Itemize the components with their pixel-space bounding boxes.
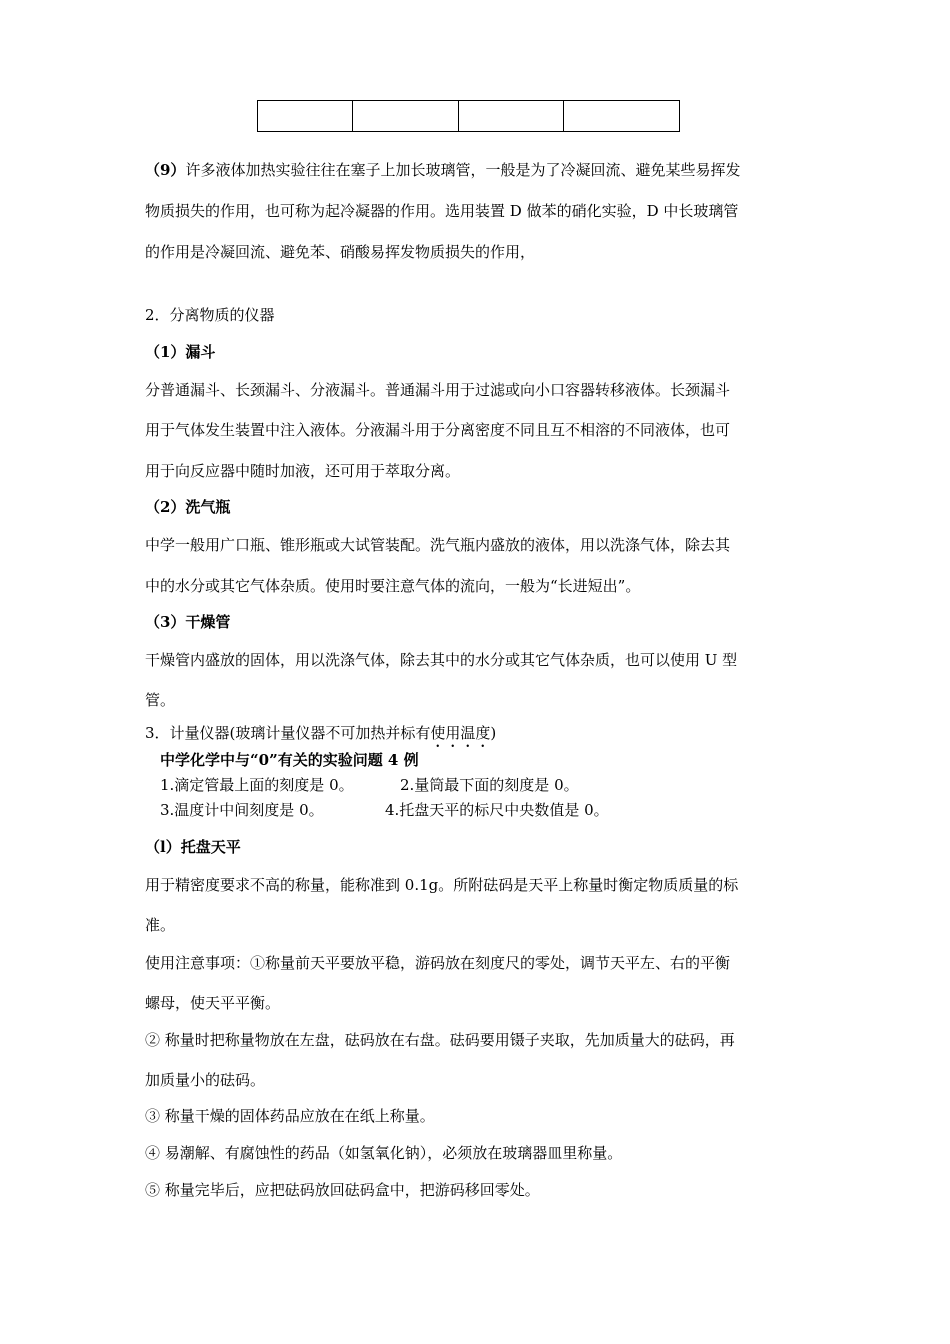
item9-line-3: 的作用是冷凝回流、避免苯、硝酸易挥发物质损失的作用， xyxy=(145,243,536,261)
balance-note-2: ② 称量时把称量物放在左盘，砝码放在右盘。砝码要用镊子夹取，先加质量大的砝码，再 xyxy=(145,1031,735,1049)
dryer-heading: （3）干燥管 xyxy=(145,613,231,631)
zero-item-4: 4.托盘天平的标尺中央数值是 0。 xyxy=(385,801,609,819)
washer-heading: （2）洗气瓶 xyxy=(145,498,231,516)
item9-line-1 xyxy=(145,160,740,180)
dryer-line-1: 干燥管内盛放的固体，用以洗涤气体，除去其中的水分或其它气体杂质，也可以使用 U 型 xyxy=(145,651,738,669)
balance-desc-2: 准。 xyxy=(145,916,176,934)
section-2-title: 2．分离物质的仪器 xyxy=(145,306,275,324)
balance-note-2-cont: 加质量小的砝码。 xyxy=(145,1071,266,1089)
section-3-title-emphasis: 使用温度 xyxy=(430,724,491,742)
item9-line-2: 物质损失的作用，也可称为起冷凝器的作用。选用装置 D 做苯的硝化实验，D 中长玻璃管 xyxy=(145,202,739,220)
dryer-line-2: 管。 xyxy=(145,691,176,709)
zero-questions-title: 中学化学中与“0”有关的实验问题 4 例 xyxy=(160,751,419,769)
balance-note-1-cont: 螺母，使天平平衡。 xyxy=(145,994,281,1012)
table-row xyxy=(258,101,680,132)
top-table xyxy=(257,100,680,132)
funnel-line-3: 用于向反应器中随时加液，还可用于萃取分离。 xyxy=(145,462,461,480)
balance-note-1: 使用注意事项：①称量前天平要放平稳，游码放在刻度尺的零处，调节天平左、右的平衡 xyxy=(145,954,731,972)
washer-line-2: 中的水分或其它气体杂质。使用时要注意气体的流向，一般为“长进短出”。 xyxy=(145,577,641,595)
funnel-line-1: 分普通漏斗、长颈漏斗、分液漏斗。普通漏斗用于过滤或向小口容器转移液体。长颈漏斗 xyxy=(145,381,731,399)
section-3-title xyxy=(145,723,496,751)
table-cell xyxy=(353,101,459,132)
zero-item-2: 2.量筒最下面的刻度是 0。 xyxy=(400,776,579,794)
section-3-title-prefix: 3．计量仪器(玻璃计量仪器不可加热并标有 xyxy=(145,724,431,742)
item9-number: （9） xyxy=(145,161,186,179)
funnel-line-2: 用于气体发生装置中注入液体。分液漏斗用于分离密度不同且互不相溶的不同液体，也可 xyxy=(145,421,731,439)
zero-item-3: 3.温度计中间刻度是 0。 xyxy=(160,801,324,819)
zero-item-1: 1.滴定管最上面的刻度是 0。 xyxy=(160,776,354,794)
item9-text: 许多液体加热实验往往在塞子上加长玻璃管，一般是为了冷凝回流、避免某些易挥发 xyxy=(185,161,741,179)
balance-heading: （l）托盘天平 xyxy=(145,838,241,856)
balance-note-5: ⑤ 称量完毕后，应把砝码放回砝码盒中，把游码移回零处。 xyxy=(145,1181,540,1199)
section-3-title-suffix: ) xyxy=(490,724,497,742)
washer-line-1: 中学一般用广口瓶、锥形瓶或大试管装配。洗气瓶内盛放的液体，用以洗涤气体，除去其 xyxy=(145,536,731,554)
funnel-heading: （1）漏斗 xyxy=(145,343,216,361)
table-cell xyxy=(564,101,680,132)
balance-note-3: ③ 称量干燥的固体药品应放在在纸上称量。 xyxy=(145,1107,435,1125)
table-cell xyxy=(459,101,564,132)
table-cell xyxy=(258,101,353,132)
balance-note-4: ④ 易潮解、有腐蚀性的药品（如氢氧化钠），必须放在玻璃器皿里称量。 xyxy=(145,1144,623,1162)
balance-desc-1: 用于精密度要求不高的称量，能称准到 0.1g。所附砝码是天平上称量时衡定物质质量的标 xyxy=(145,876,739,894)
